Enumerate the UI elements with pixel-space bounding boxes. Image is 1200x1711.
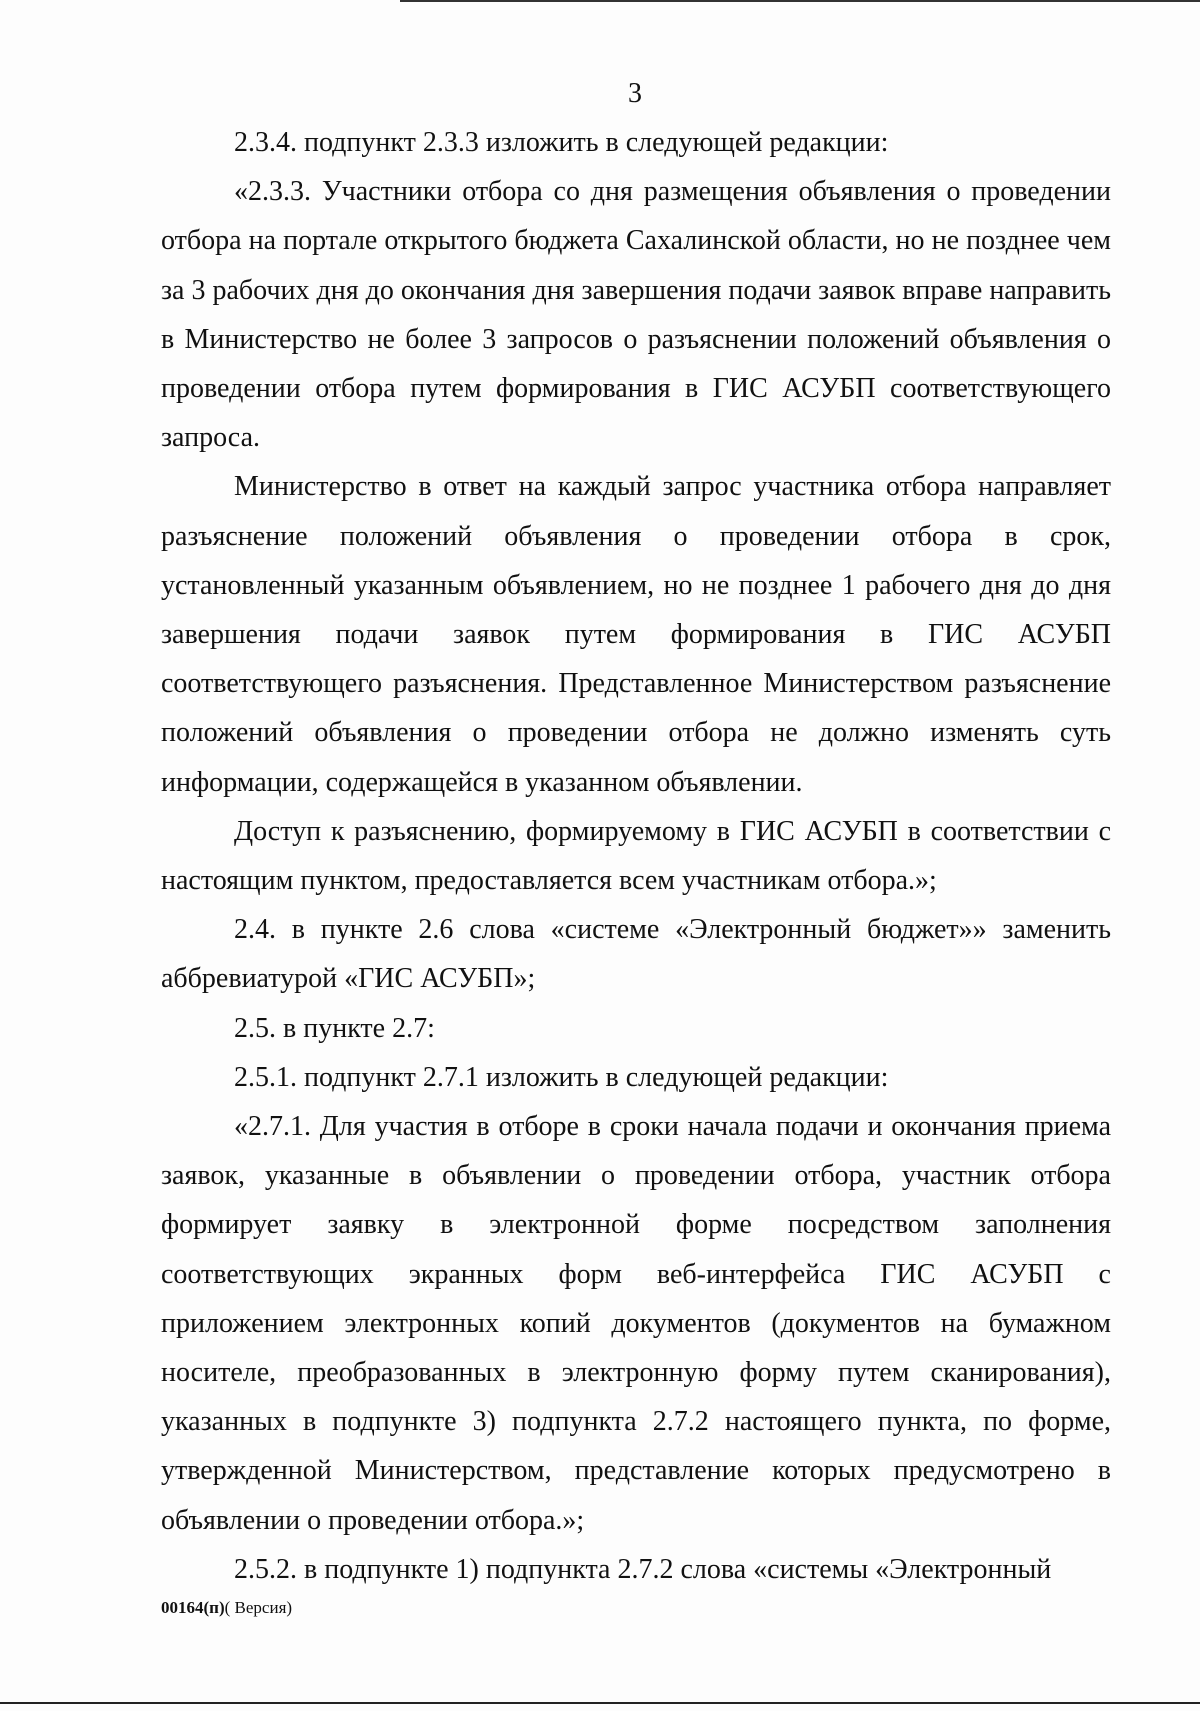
paragraph: 2.4. в пункте 2.6 слова «системе «Электронный бюджет»» заменить аббревиатурой «ГИС АСУБП»; <box>161 914 1111 995</box>
footer-version: ( Версия) <box>224 1598 293 1617</box>
paragraph: Министерство в ответ на каждый запрос участника отбора направляет разъяснение положений объявления о проведении отбора в срок, установленный указанным объявлением, но не позднее 1 рабочего дня до дня завершения подачи заявок путем формирования в ГИС АСУБП соответствующего разъяснения. Представленное Министерством разъяснение положений объявления о проведении отбора не должно изменять суть информации, содержащейся в указанном объявлении. <box>161 471 1111 798</box>
scan-edge-bottom <box>0 1702 1200 1704</box>
paragraph: 2.5.2. в подпункте 1) подпункта 2.7.2 слова «системы «Электронный <box>234 1553 1052 1585</box>
paragraph: 2.5. в пункте 2.7: <box>234 1012 435 1044</box>
paragraph: 2.3.4. подпункт 2.3.3 изложить в следующей редакции: <box>234 127 889 158</box>
paragraph: Доступ к разъяснению, формируемому в ГИС АСУБП в соответствии с настоящим пунктом, предоставляется всем участникам отбора.»; <box>161 815 1111 897</box>
paragraph: «2.7.1. Для участия в отборе в сроки начала подачи и окончания приема заявок, указанные в объявлении о проведении отбора, участник отбора формирует заявку в электронной форме посредством заполнения соответствующих экранных форм веб-интерфейса ГИС АСУБП с приложением электронных копий документов (документов на бумажном носителе, преобразованных в электронную форму путем сканирования), указанных в подпункте 3) подпункта 2.7.2 настоящего пункта, по форме, утвержденной Министерством, представление которых предусмотрено в объявлении о проведении отбора.»; <box>161 1111 1111 1536</box>
scan-edge-top <box>400 0 1200 2</box>
document-footer <box>161 1598 292 1618</box>
paragraph: 2.5.1. подпункт 2.7.1 изложить в следующей редакции: <box>234 1061 889 1093</box>
paragraph: «2.3.3. Участники отбора со дня размещения объявления о проведении отбора на портале открытого бюджета Сахалинской области, но не позднее чем за 3 рабочих дня до окончания дня завершения подачи заявок вправе направить в Министерство не более 3 запросов о разъяснении положений объявления о проведении отбора путем формирования в ГИС АСУБП соответствующего запроса. <box>161 176 1111 454</box>
footer-code: 00164(п) <box>161 1598 225 1617</box>
page-number: 3 <box>628 78 642 109</box>
document-body <box>161 118 1111 1594</box>
